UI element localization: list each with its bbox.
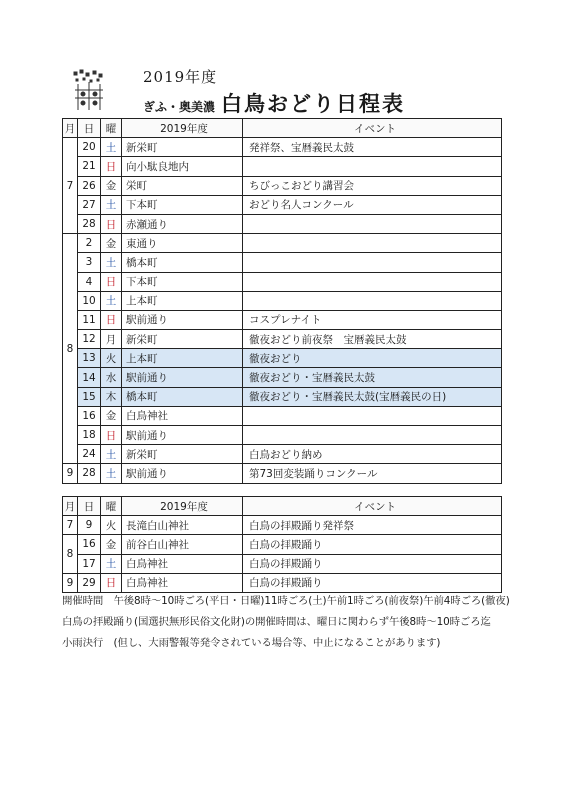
month-cell: 8 — [63, 535, 78, 573]
title-prefix: ぎふ・奥美濃 — [143, 100, 216, 114]
weekday-cell: 土 — [101, 138, 122, 157]
day-cell: 28 — [78, 214, 101, 233]
table-row — [63, 535, 502, 554]
weekday-cell: 火 — [101, 349, 122, 368]
day-cell: 15 — [78, 387, 101, 406]
weekday-cell: 土 — [101, 464, 122, 483]
event-cell: おどり名人コンクール — [243, 195, 502, 214]
place-cell: 橋本町 — [122, 253, 243, 272]
odori-schedule-table — [62, 118, 502, 484]
place-cell: 赤瀬通り — [122, 214, 243, 233]
header-place: 2019年度 — [122, 119, 243, 138]
note-hours: 開催時間 午後8時～10時ごろ(平日・日曜)11時ごろ(土)午前1時ごろ(前夜祭)午前4時ごろ(徹夜) — [62, 595, 510, 607]
place-cell: 白鳥神社 — [122, 554, 243, 573]
day-cell: 12 — [78, 330, 101, 349]
weekday-cell: 日 — [101, 214, 122, 233]
day-cell: 26 — [78, 176, 101, 195]
day-cell: 24 — [78, 445, 101, 464]
month-cell: 9 — [63, 573, 78, 592]
event-cell: 徹夜おどり前夜祭 宝暦義民太鼓 — [243, 330, 502, 349]
month-cell: 8 — [63, 234, 78, 464]
table-row — [63, 554, 502, 573]
event-cell — [243, 272, 502, 291]
header-day: 日 — [78, 497, 101, 516]
table-row — [63, 234, 502, 253]
day-cell: 21 — [78, 157, 101, 176]
header-month: 月 — [63, 119, 78, 138]
place-cell: 新栄町 — [122, 445, 243, 464]
day-cell: 16 — [78, 535, 101, 554]
note-rain-policy: 小雨決行 (但し、大雨警報等発令されている場合等、中止になることがあります) — [62, 637, 441, 649]
weekday-cell: 日 — [101, 157, 122, 176]
header-event: イベント — [243, 119, 502, 138]
day-cell: 3 — [78, 253, 101, 272]
weekday-cell: 金 — [101, 535, 122, 554]
place-cell: 上本町 — [122, 349, 243, 368]
table-row — [63, 176, 502, 195]
weekday-cell: 水 — [101, 368, 122, 387]
place-cell: 白鳥神社 — [122, 573, 243, 592]
place-cell: 新栄町 — [122, 138, 243, 157]
month-cell: 7 — [63, 138, 78, 234]
table-row — [63, 157, 502, 176]
day-cell: 10 — [78, 291, 101, 310]
place-cell: 東通り — [122, 234, 243, 253]
header-weekday: 曜 — [101, 497, 122, 516]
day-cell: 4 — [78, 272, 101, 291]
page-title — [143, 88, 405, 118]
event-cell: 白鳥の拝殿踊り — [243, 573, 502, 592]
day-cell: 2 — [78, 234, 101, 253]
weekday-cell: 日 — [101, 310, 122, 329]
place-cell: 向小駄良地内 — [122, 157, 243, 176]
day-cell: 11 — [78, 310, 101, 329]
place-cell: 下本町 — [122, 195, 243, 214]
event-cell: 白鳥の拝殿踊り — [243, 535, 502, 554]
weekday-cell: 土 — [101, 445, 122, 464]
day-cell: 9 — [78, 516, 101, 535]
event-cell — [243, 406, 502, 425]
weekday-cell: 木 — [101, 387, 122, 406]
table-row — [63, 516, 502, 535]
haiden-schedule-table — [62, 496, 502, 593]
weekday-cell: 土 — [101, 291, 122, 310]
day-cell: 18 — [78, 426, 101, 445]
weekday-cell: 日 — [101, 573, 122, 592]
place-cell: 駅前通り — [122, 368, 243, 387]
place-cell: 橋本町 — [122, 387, 243, 406]
weekday-cell: 土 — [101, 253, 122, 272]
table-row — [63, 253, 502, 272]
month-cell: 7 — [63, 516, 78, 535]
day-cell: 17 — [78, 554, 101, 573]
weekday-cell: 金 — [101, 406, 122, 425]
year-title: 2019年度 — [143, 68, 218, 86]
place-cell: 下本町 — [122, 272, 243, 291]
header-day: 日 — [78, 119, 101, 138]
weekday-cell: 土 — [101, 195, 122, 214]
event-cell — [243, 214, 502, 233]
table-row — [63, 573, 502, 592]
weekday-cell: 日 — [101, 272, 122, 291]
event-cell: 徹夜おどり・宝暦義民太鼓(宝暦義民の日) — [243, 387, 502, 406]
notes-section — [62, 591, 522, 654]
event-cell — [243, 426, 502, 445]
day-cell: 14 — [78, 368, 101, 387]
header-weekday: 曜 — [101, 119, 122, 138]
place-cell: 新栄町 — [122, 330, 243, 349]
day-cell: 16 — [78, 406, 101, 425]
day-cell: 27 — [78, 195, 101, 214]
table-row — [63, 291, 502, 310]
table-row — [63, 272, 502, 291]
table-row — [63, 138, 502, 157]
event-cell: コスプレナイト — [243, 310, 502, 329]
table-row — [63, 349, 502, 368]
event-cell: 第73回変装踊りコンクール — [243, 464, 502, 483]
event-cell: 徹夜おどり — [243, 349, 502, 368]
event-cell — [243, 157, 502, 176]
table-row — [63, 195, 502, 214]
weekday-cell: 月 — [101, 330, 122, 349]
table-row — [63, 330, 502, 349]
event-cell: 白鳥おどり納め — [243, 445, 502, 464]
place-cell: 上本町 — [122, 291, 243, 310]
day-cell: 28 — [78, 464, 101, 483]
event-cell — [243, 234, 502, 253]
table-header-row — [63, 497, 502, 516]
place-cell: 長滝白山神社 — [122, 516, 243, 535]
weekday-cell: 土 — [101, 554, 122, 573]
weekday-cell: 火 — [101, 516, 122, 535]
event-cell — [243, 253, 502, 272]
title-main: 白鳥おどり日程表 — [221, 91, 406, 116]
note-haiden-hours: 白鳥の拝殿踊り(国選択無形民俗文化財)の開催時間は、曜日に関わらず午後8時～10時ごろ迄 — [62, 616, 491, 628]
table-row — [63, 310, 502, 329]
header-place: 2019年度 — [122, 497, 243, 516]
header-event: イベント — [243, 497, 502, 516]
place-cell: 駅前通り — [122, 426, 243, 445]
table-row — [63, 214, 502, 233]
event-cell: 白鳥の拝殿踊り — [243, 554, 502, 573]
weekday-cell: 金 — [101, 234, 122, 253]
place-cell: 駅前通り — [122, 310, 243, 329]
weekday-cell: 日 — [101, 426, 122, 445]
table-header-row — [63, 119, 502, 138]
festival-logo-icon — [72, 68, 106, 112]
event-cell: 白鳥の拝殿踊り発祥祭 — [243, 516, 502, 535]
event-cell: 徹夜おどり・宝暦義民太鼓 — [243, 368, 502, 387]
place-cell: 栄町 — [122, 176, 243, 195]
table-row — [63, 368, 502, 387]
table-row — [63, 387, 502, 406]
table-row — [63, 464, 502, 483]
place-cell: 白鳥神社 — [122, 406, 243, 425]
table-row — [63, 406, 502, 425]
day-cell: 13 — [78, 349, 101, 368]
day-cell: 29 — [78, 573, 101, 592]
weekday-cell: 金 — [101, 176, 122, 195]
place-cell: 前谷白山神社 — [122, 535, 243, 554]
table-row — [63, 445, 502, 464]
event-cell: 発祥祭、宝暦義民太鼓 — [243, 138, 502, 157]
place-cell: 駅前通り — [122, 464, 243, 483]
table-row — [63, 426, 502, 445]
day-cell: 20 — [78, 138, 101, 157]
month-cell: 9 — [63, 464, 78, 483]
header-month: 月 — [63, 497, 78, 516]
event-cell: ちびっこおどり講習会 — [243, 176, 502, 195]
event-cell — [243, 291, 502, 310]
